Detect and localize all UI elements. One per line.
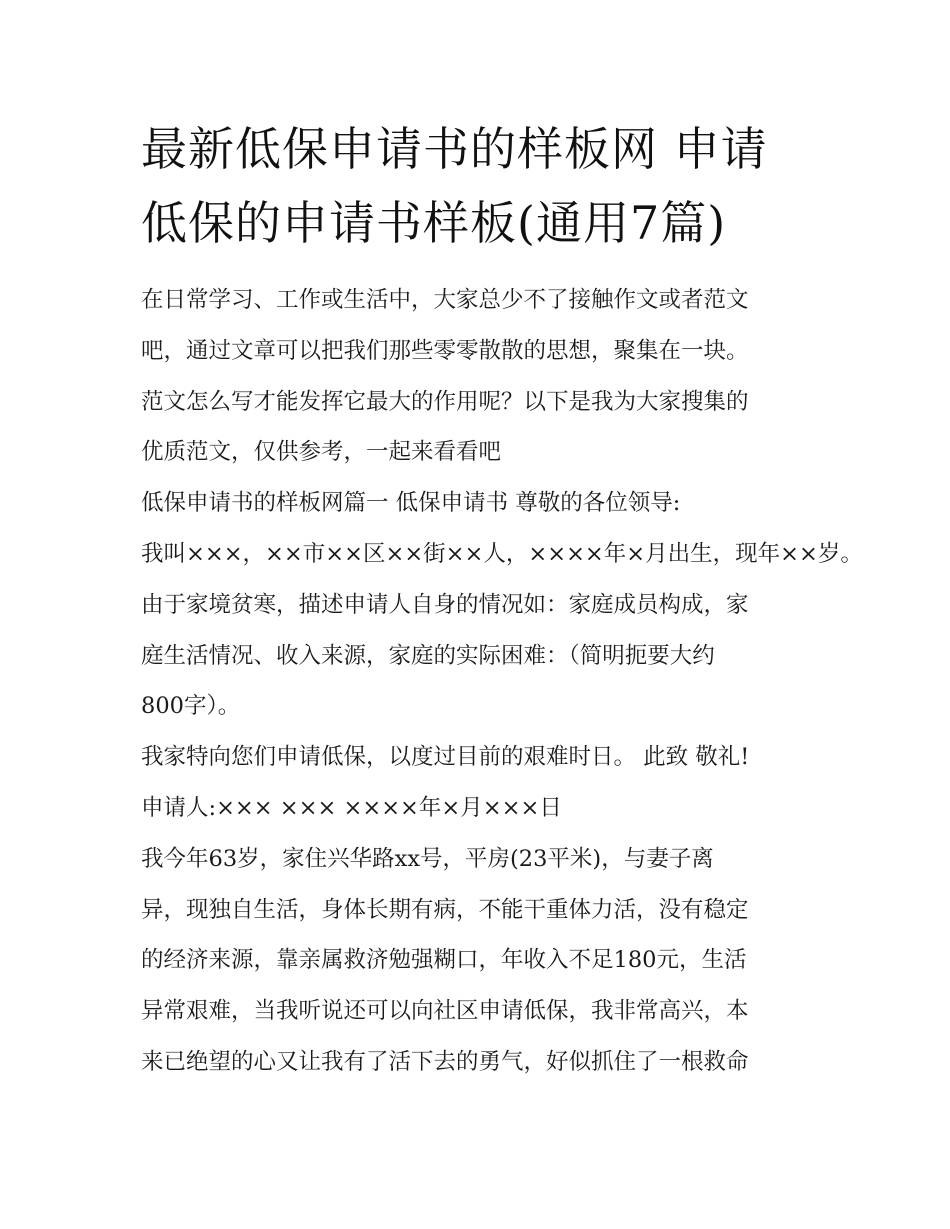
document-title	[141, 112, 813, 260]
body-line: 我家特向您们申请低保，以度过目前的艰难时日。 此致 敬礼!	[141, 744, 750, 771]
title-line-2	[141, 186, 813, 260]
document-page	[141, 112, 863, 1088]
title-line-2-text: 低保的申请书样板(通用7篇)	[141, 196, 727, 250]
body-line: 我今年63岁，家住兴华路xx号，平房(23平米)，与妻子离	[141, 845, 714, 872]
title-line-1: 最新低保申请书的样板网 申请	[141, 122, 768, 176]
body-line: 由于家境贫寒，描述申请人自身的情况如：家庭成员构成，家	[141, 591, 749, 618]
body-line: 庭生活情况、收入来源，家庭的实际困难：（简明扼要大约	[141, 642, 715, 669]
body-line: 优质范文，仅供参考，一起来看看吧	[141, 439, 502, 466]
body-line: 异，现独自生活，身体长期有病，不能干重体力活，没有稳定	[141, 896, 749, 923]
body-line: 在日常学习、工作或生活中，大家总少不了接触作文或者范文	[141, 287, 749, 313]
body-line: 的经济来源，靠亲属救济勉强糊口，年收入不足180元，生活	[141, 947, 747, 974]
body-line: 来已绝望的心又让我有了活下去的勇气，好似抓住了一根救命	[141, 1048, 749, 1075]
body-line: 范文怎么写才能发挥它最大的作用呢？以下是我为大家搜集的	[141, 388, 749, 415]
body-line: 800字）。	[141, 693, 241, 720]
body-line: 我叫×××，××市××区××街××人，××××年×月出生，现年××岁。	[141, 540, 863, 567]
body-line: 异常艰难，当我听说还可以向社区申请低保，我非常高兴，本	[141, 998, 749, 1025]
signature-line: 申请人:××× ××× ××××年×月×××日	[141, 794, 562, 821]
section-heading-line: 低保申请书的样板网篇一 低保申请书 尊敬的各位领导:	[141, 490, 681, 517]
body-line: 吧，通过文章可以把我们那些零零散散的思想，聚集在一块。	[141, 337, 749, 364]
document-body	[141, 275, 863, 1088]
